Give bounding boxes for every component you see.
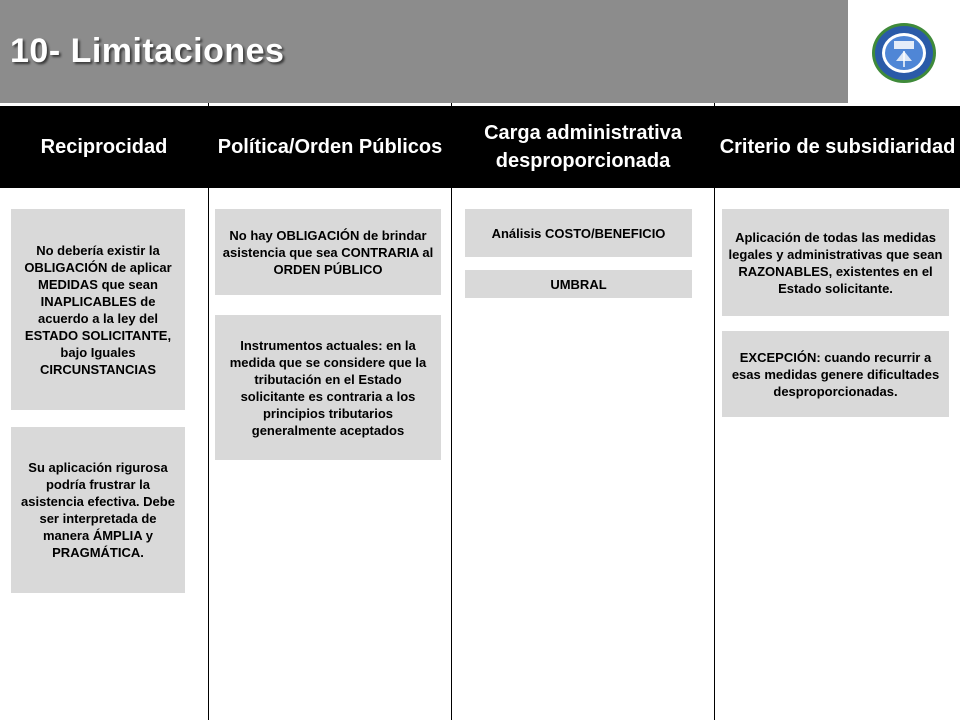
- column-divider: [451, 103, 452, 720]
- info-box: [722, 209, 949, 316]
- organization-seal-icon: [870, 21, 938, 85]
- info-box-text: Su aplicación rigurosa podría frustrar la asistencia efectiva. Debe ser interpretada de manera ÁMPLIA y PRAGMÁTICA.: [21, 460, 175, 560]
- column-divider: [208, 103, 209, 720]
- info-box-text: Análisis COSTO/BENEFICIO: [491, 225, 666, 241]
- column-header-reciprocidad: Reciprocidad: [40, 136, 168, 158]
- info-box: [215, 315, 441, 460]
- column-header-carga-administrativa: Carga administrativa desproporcionada: [484, 122, 682, 172]
- info-box: [465, 209, 692, 257]
- info-box-text: UMBRAL: [550, 276, 607, 292]
- info-box-text: No debería existir la OBLIGACIÓN de aplicar MEDIDAS que sean INAPLICABLES de acuerdo a la ley del ESTADO SOLICITANTE, bajo Iguales CIRCUNSTANCIAS: [24, 242, 172, 377]
- info-box-text: Instrumentos actuales: en la medida que se considere que la tributación en el Estado solicitante es contraria a los principios tributarios generalmente aceptados: [229, 337, 427, 438]
- info-box: [11, 427, 185, 593]
- column-header-criterio-subsidiaridad: Criterio de subsidiaridad: [719, 136, 956, 158]
- info-box: [215, 209, 441, 295]
- logo-box: [848, 0, 960, 103]
- title-band: [0, 0, 848, 103]
- info-box-text: EXCEPCIÓN: cuando recurrir a esas medidas genere dificultades desproporcionadas.: [731, 349, 940, 399]
- info-box-text: Aplicación de todas las medidas legales y administrativas que sean RAZONABLES, existentes en el Estado solicitante.: [728, 229, 943, 296]
- info-box: [465, 270, 692, 298]
- info-box: [722, 331, 949, 417]
- page-title: 10- Limitaciones: [10, 32, 285, 70]
- column-header-politica-orden: Política/Orden Públicos: [217, 136, 443, 158]
- info-box-text: No hay OBLIGACIÓN de brindar asistencia que sea CONTRARIA al ORDEN PÚBLICO: [222, 227, 434, 277]
- column-divider: [714, 103, 715, 720]
- info-box: [11, 209, 185, 410]
